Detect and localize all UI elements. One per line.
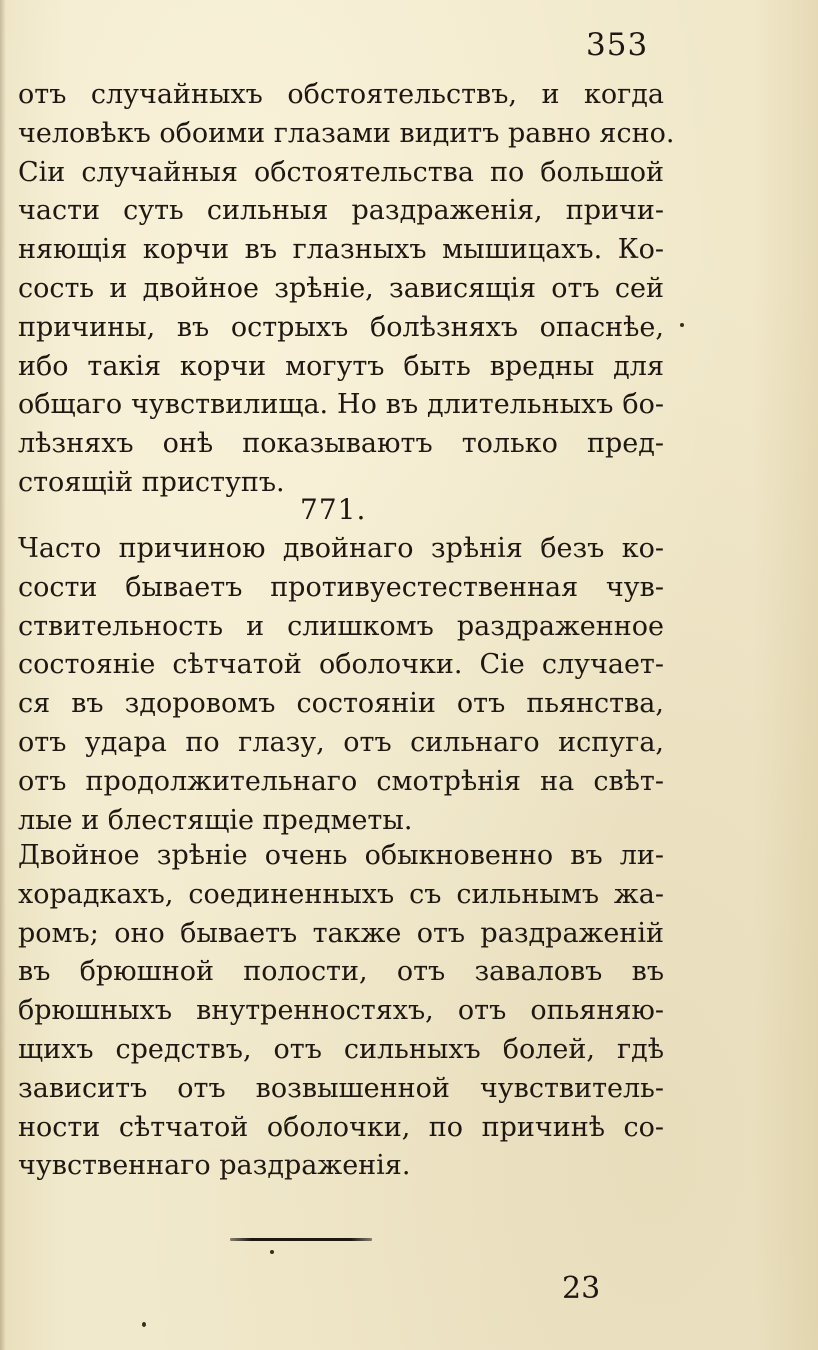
text-line: состояніе сѣтчатой оболочки. Сіе случает- bbox=[18, 649, 664, 681]
section-divider bbox=[230, 1238, 372, 1241]
text-line: причины, въ острыхъ болѣзняхъ опаснѣе, bbox=[18, 311, 664, 343]
text-line: отъ продолжительнаго смотрѣнія на свѣт- bbox=[18, 765, 664, 797]
text-line: отъ удара по глазу, отъ сильнаго испуга, bbox=[18, 726, 664, 758]
text-line: ствительность и слишкомъ раздраженное bbox=[18, 610, 664, 642]
text-line: лые и блестящіе предметы. bbox=[18, 804, 413, 836]
text-line: ромъ; оно бываетъ также отъ раздраженій bbox=[18, 917, 664, 949]
text-line: общаго чувствилища. Но въ длительныхъ бо- bbox=[18, 389, 664, 421]
text-line: ибо такія корчи могутъ быть вредны для bbox=[18, 350, 664, 382]
text-line: Часто причиною двойнаго зрѣнія безъ ко- bbox=[18, 533, 664, 564]
text-line: щихъ средствъ, отъ сильныхъ болей, гдѣ bbox=[18, 1033, 664, 1065]
paragraph-3 bbox=[18, 837, 664, 1186]
text-line: части суть сильныя раздраженія, причи- bbox=[18, 195, 664, 227]
text-line: хорадкахъ, соединенныхъ съ сильнымъ жа- bbox=[18, 878, 664, 910]
text-line: ности сѣтчатой оболочки, по причинѣ со- bbox=[18, 1111, 664, 1143]
text-line: Двойное зрѣніе очень обыкновенно въ ли- bbox=[18, 840, 664, 871]
text-line: стоящій приступъ. bbox=[18, 466, 285, 498]
text-line: брюшныхъ внутренностяхъ, отъ опьяняю- bbox=[18, 995, 664, 1027]
text-line: няющія корчи въ глазныхъ мышицахъ. Ко- bbox=[18, 234, 664, 266]
ink-speck bbox=[142, 1322, 146, 1327]
text-line: сость и двойное зрѣніе, зависящія отъ сей bbox=[18, 272, 664, 304]
signature-mark: 23 bbox=[562, 1271, 601, 1306]
text-line: зависитъ отъ возвышенной чувствитель- bbox=[18, 1072, 664, 1104]
text-line: чувственнаго раздраженія. bbox=[18, 1150, 411, 1182]
page-number: 353 bbox=[586, 27, 649, 63]
text-line: ся въ здоровомъ состояніи отъ пьянства, bbox=[18, 688, 664, 720]
section-number: 771. bbox=[300, 493, 367, 526]
ink-speck bbox=[270, 1250, 274, 1254]
text-line: Сіи случайныя обстоятельства по большой bbox=[18, 156, 664, 188]
text-line: отъ случайныхъ обстоятельствъ, и когда bbox=[18, 79, 664, 110]
ink-speck bbox=[680, 323, 684, 327]
text-line: человѣкъ обоими глазами видитъ равно ясно. bbox=[18, 117, 675, 149]
text-line: лѣзняхъ онѣ показываютъ только пред- bbox=[18, 428, 664, 460]
text-line: въ брюшной полости, отъ заваловъ въ bbox=[18, 956, 664, 988]
paragraph-1 bbox=[18, 76, 675, 503]
text-line: сости бываетъ противуестественная чув- bbox=[18, 571, 664, 603]
paragraph-2 bbox=[18, 530, 664, 840]
